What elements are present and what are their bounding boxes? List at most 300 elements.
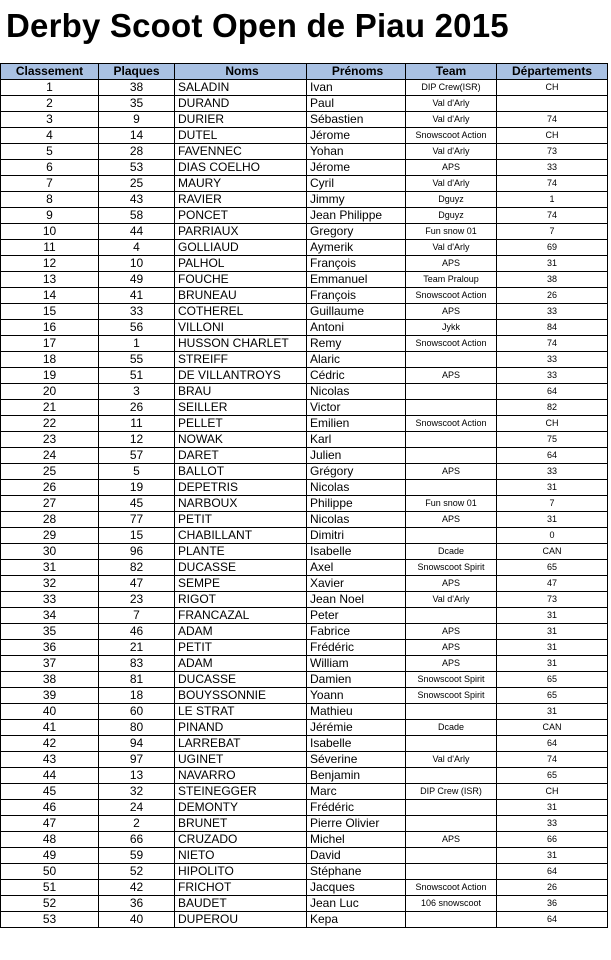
departement-cell: 38 [497,272,608,288]
table-row [1,176,608,192]
departement-cell: 33 [497,304,608,320]
table-row [1,112,608,128]
prenom-cell: Isabelle [307,544,406,560]
table-row [1,384,608,400]
nom-cell: NOWAK [175,432,307,448]
classement-cell: 31 [1,560,99,576]
team-cell: Snowscoot Action [406,336,497,352]
table-row [1,880,608,896]
team-cell: Fun snow 01 [406,496,497,512]
prenom-cell: David [307,848,406,864]
nom-cell: GOLLIAUD [175,240,307,256]
plaque-cell: 52 [99,864,175,880]
table-row [1,912,608,928]
departement-cell [497,96,608,112]
departement-cell: 84 [497,320,608,336]
nom-cell: PONCET [175,208,307,224]
departement-cell: 31 [497,624,608,640]
prenom-cell: Philippe [307,496,406,512]
prenom-cell: Damien [307,672,406,688]
table-row [1,240,608,256]
nom-cell: VILLONI [175,320,307,336]
nom-cell: BRUNEAU [175,288,307,304]
nom-cell: HIPOLITO [175,864,307,880]
classement-cell: 6 [1,160,99,176]
prenom-cell: Jean Noel [307,592,406,608]
classement-cell: 16 [1,320,99,336]
prenom-cell: Peter [307,608,406,624]
classement-cell: 8 [1,192,99,208]
prenom-cell: Nicolas [307,512,406,528]
plaque-cell: 60 [99,704,175,720]
departement-cell: 64 [497,864,608,880]
nom-cell: PALHOL [175,256,307,272]
classement-cell: 21 [1,400,99,416]
nom-cell: NIETO [175,848,307,864]
nom-cell: NARBOUX [175,496,307,512]
prenom-cell: Mathieu [307,704,406,720]
prenom-cell: Nicolas [307,480,406,496]
departement-cell: 31 [497,640,608,656]
plaque-cell: 15 [99,528,175,544]
prenom-cell: Sébastien [307,112,406,128]
team-cell: APS [406,832,497,848]
prenom-cell: Xavier [307,576,406,592]
team-cell: Fun snow 01 [406,224,497,240]
classement-cell: 40 [1,704,99,720]
classement-cell: 17 [1,336,99,352]
nom-cell: PELLET [175,416,307,432]
plaque-cell: 38 [99,80,175,96]
prenom-cell: Frédéric [307,800,406,816]
team-cell: Snowscoot Spirit [406,688,497,704]
classement-cell: 23 [1,432,99,448]
departement-cell: 31 [497,800,608,816]
prenom-cell: Nicolas [307,384,406,400]
classement-cell: 25 [1,464,99,480]
team-cell [406,768,497,784]
plaque-cell: 66 [99,832,175,848]
plaque-cell: 83 [99,656,175,672]
prenom-cell: Cédric [307,368,406,384]
header-plaques: Plaques [99,64,175,80]
team-cell: DIP Crew (ISR) [406,784,497,800]
departement-cell: 64 [497,736,608,752]
header-classement: Classement [1,64,99,80]
team-cell: APS [406,576,497,592]
classement-cell: 3 [1,112,99,128]
nom-cell: PARRIAUX [175,224,307,240]
classement-cell: 46 [1,800,99,816]
prenom-cell: Jean Luc [307,896,406,912]
plaque-cell: 51 [99,368,175,384]
plaque-cell: 24 [99,800,175,816]
plaque-cell: 80 [99,720,175,736]
departement-cell: 73 [497,144,608,160]
classement-cell: 43 [1,752,99,768]
departement-cell: 74 [497,208,608,224]
nom-cell: DUPEROU [175,912,307,928]
prenom-cell: Paul [307,96,406,112]
table-row [1,768,608,784]
prenom-cell: François [307,256,406,272]
team-cell: APS [406,160,497,176]
table-row [1,512,608,528]
table-row [1,208,608,224]
prenom-cell: Séverine [307,752,406,768]
nom-cell: STEINEGGER [175,784,307,800]
team-cell [406,432,497,448]
classement-cell: 12 [1,256,99,272]
departement-cell: 82 [497,400,608,416]
header-prenoms: Prénoms [307,64,406,80]
departement-cell: 65 [497,688,608,704]
header-row [1,64,608,80]
team-cell: Dcade [406,720,497,736]
nom-cell: PETIT [175,640,307,656]
departement-cell: CAN [497,544,608,560]
classement-cell: 39 [1,688,99,704]
plaque-cell: 59 [99,848,175,864]
plaque-cell: 35 [99,96,175,112]
plaque-cell: 47 [99,576,175,592]
prenom-cell: Axel [307,560,406,576]
prenom-cell: Julien [307,448,406,464]
table-row [1,256,608,272]
plaque-cell: 56 [99,320,175,336]
table-row [1,896,608,912]
team-cell [406,704,497,720]
departement-cell: 31 [497,656,608,672]
table-row [1,224,608,240]
prenom-cell: Antoni [307,320,406,336]
prenom-cell: Remy [307,336,406,352]
table-row [1,592,608,608]
team-cell [406,400,497,416]
plaque-cell: 23 [99,592,175,608]
team-cell: Val d'Arly [406,592,497,608]
table-row [1,544,608,560]
departement-cell: 69 [497,240,608,256]
prenom-cell: Emmanuel [307,272,406,288]
nom-cell: DEPETRIS [175,480,307,496]
plaque-cell: 1 [99,336,175,352]
team-cell [406,384,497,400]
table-row [1,816,608,832]
departement-cell: 31 [497,256,608,272]
prenom-cell: Jérome [307,128,406,144]
table-row [1,160,608,176]
prenom-cell: William [307,656,406,672]
table-row [1,368,608,384]
team-cell: Dguyz [406,192,497,208]
nom-cell: FAVENNEC [175,144,307,160]
classement-cell: 27 [1,496,99,512]
table-row [1,128,608,144]
departement-cell: 65 [497,768,608,784]
nom-cell: DURAND [175,96,307,112]
departement-cell: 66 [497,832,608,848]
classement-cell: 51 [1,880,99,896]
departement-cell: 31 [497,704,608,720]
prenom-cell: Benjamin [307,768,406,784]
team-cell: APS [406,512,497,528]
plaque-cell: 21 [99,640,175,656]
plaque-cell: 14 [99,128,175,144]
nom-cell: ADAM [175,624,307,640]
team-cell: Dcade [406,544,497,560]
plaque-cell: 58 [99,208,175,224]
prenom-cell: Aymerik [307,240,406,256]
plaque-cell: 94 [99,736,175,752]
plaque-cell: 45 [99,496,175,512]
nom-cell: RAVIER [175,192,307,208]
plaque-cell: 3 [99,384,175,400]
nom-cell: BRAU [175,384,307,400]
team-cell [406,912,497,928]
team-cell: APS [406,256,497,272]
classement-cell: 11 [1,240,99,256]
classement-cell: 45 [1,784,99,800]
departement-cell: 31 [497,512,608,528]
prenom-cell: Jean Philippe [307,208,406,224]
classement-cell: 47 [1,816,99,832]
classement-cell: 52 [1,896,99,912]
nom-cell: LE STRAT [175,704,307,720]
prenom-cell: Guillaume [307,304,406,320]
plaque-cell: 77 [99,512,175,528]
header-team: Team [406,64,497,80]
plaque-cell: 26 [99,400,175,416]
departement-cell: 73 [497,592,608,608]
classement-cell: 19 [1,368,99,384]
table-row [1,448,608,464]
team-cell [406,848,497,864]
table-row [1,464,608,480]
plaque-cell: 82 [99,560,175,576]
team-cell: APS [406,464,497,480]
classement-cell: 22 [1,416,99,432]
nom-cell: UGINET [175,752,307,768]
nom-cell: NAVARRO [175,768,307,784]
team-cell: Dguyz [406,208,497,224]
prenom-cell: Gregory [307,224,406,240]
classement-cell: 38 [1,672,99,688]
classement-cell: 32 [1,576,99,592]
nom-cell: FOUCHE [175,272,307,288]
plaque-cell: 41 [99,288,175,304]
classement-cell: 41 [1,720,99,736]
departement-cell: CAN [497,720,608,736]
nom-cell: FRICHOT [175,880,307,896]
classement-cell: 13 [1,272,99,288]
plaque-cell: 2 [99,816,175,832]
departement-cell: 7 [497,224,608,240]
classement-cell: 30 [1,544,99,560]
prenom-cell: Cyril [307,176,406,192]
departement-cell: 64 [497,448,608,464]
prenom-cell: Victor [307,400,406,416]
table-row [1,320,608,336]
prenom-cell: Dimitri [307,528,406,544]
table-row [1,736,608,752]
team-cell: APS [406,656,497,672]
departement-cell: 1 [497,192,608,208]
classement-cell: 42 [1,736,99,752]
plaque-cell: 53 [99,160,175,176]
departement-cell: 64 [497,912,608,928]
plaque-cell: 97 [99,752,175,768]
team-cell: Snowscoot Spirit [406,560,497,576]
team-cell: APS [406,624,497,640]
departement-cell: 74 [497,752,608,768]
nom-cell: DE VILLANTROYS [175,368,307,384]
team-cell: Snowscoot Action [406,880,497,896]
prenom-cell: Yoann [307,688,406,704]
table-row [1,656,608,672]
table-row [1,560,608,576]
prenom-cell: Kepa [307,912,406,928]
prenom-cell: Alaric [307,352,406,368]
prenom-cell: Michel [307,832,406,848]
nom-cell: CRUZADO [175,832,307,848]
team-cell: Jykk [406,320,497,336]
table-row [1,864,608,880]
prenom-cell: Emilien [307,416,406,432]
departement-cell: 65 [497,672,608,688]
departement-cell: 74 [497,176,608,192]
departement-cell: 74 [497,336,608,352]
nom-cell: DUCASSE [175,560,307,576]
classement-cell: 53 [1,912,99,928]
nom-cell: RIGOT [175,592,307,608]
prenom-cell: Stéphane [307,864,406,880]
nom-cell: COTHEREL [175,304,307,320]
team-cell [406,608,497,624]
prenom-cell: Yohan [307,144,406,160]
departement-cell: 7 [497,496,608,512]
classement-cell: 2 [1,96,99,112]
classement-cell: 18 [1,352,99,368]
plaque-cell: 81 [99,672,175,688]
page-title: Derby Scoot Open de Piau 2015 [6,7,509,44]
team-cell: Snowscoot Action [406,128,497,144]
departement-cell: 33 [497,352,608,368]
table-row [1,192,608,208]
table-row [1,80,608,96]
classement-cell: 5 [1,144,99,160]
nom-cell: STREIFF [175,352,307,368]
table-row [1,784,608,800]
plaque-cell: 96 [99,544,175,560]
plaque-cell: 28 [99,144,175,160]
classement-cell: 26 [1,480,99,496]
nom-cell: PLANTE [175,544,307,560]
team-cell: Val d'Arly [406,112,497,128]
departement-cell: 33 [497,816,608,832]
table-row [1,400,608,416]
table-row [1,352,608,368]
team-cell: 106 snowscoot [406,896,497,912]
nom-cell: CHABILLANT [175,528,307,544]
departement-cell: 33 [497,160,608,176]
team-cell: APS [406,640,497,656]
departement-cell: CH [497,784,608,800]
team-cell: APS [406,368,497,384]
prenom-cell: Jérémie [307,720,406,736]
nom-cell: LARREBAT [175,736,307,752]
plaque-cell: 19 [99,480,175,496]
results-body [1,80,608,928]
nom-cell: HUSSON CHARLET [175,336,307,352]
nom-cell: ADAM [175,656,307,672]
departement-cell: CH [497,416,608,432]
nom-cell: DIAS COELHO [175,160,307,176]
nom-cell: DUTEL [175,128,307,144]
results-table [0,63,608,928]
table-row [1,640,608,656]
table-row [1,496,608,512]
prenom-cell: Isabelle [307,736,406,752]
prenom-cell: Pierre Olivier [307,816,406,832]
departement-cell: 26 [497,880,608,896]
nom-cell: SALADIN [175,80,307,96]
departement-cell: 65 [497,560,608,576]
team-cell: Snowscoot Action [406,416,497,432]
departement-cell: 33 [497,464,608,480]
plaque-cell: 7 [99,608,175,624]
table-row [1,800,608,816]
plaque-cell: 10 [99,256,175,272]
table-row [1,688,608,704]
nom-cell: BRUNET [175,816,307,832]
table-row [1,752,608,768]
prenom-cell: Frédéric [307,640,406,656]
departement-cell: 75 [497,432,608,448]
departement-cell: 31 [497,848,608,864]
departement-cell: 26 [497,288,608,304]
departement-cell: CH [497,128,608,144]
classement-cell: 28 [1,512,99,528]
table-row [1,288,608,304]
nom-cell: BOUYSSONNIE [175,688,307,704]
table-row [1,848,608,864]
plaque-cell: 12 [99,432,175,448]
plaque-cell: 13 [99,768,175,784]
classement-cell: 44 [1,768,99,784]
plaque-cell: 42 [99,880,175,896]
team-cell [406,816,497,832]
plaque-cell: 25 [99,176,175,192]
table-row [1,576,608,592]
table-row [1,144,608,160]
table-row [1,416,608,432]
plaque-cell: 49 [99,272,175,288]
nom-cell: DEMONTY [175,800,307,816]
plaque-cell: 5 [99,464,175,480]
team-cell: Val d'Arly [406,752,497,768]
team-cell [406,864,497,880]
classement-cell: 36 [1,640,99,656]
header-departements: Départements [497,64,608,80]
classement-cell: 10 [1,224,99,240]
classement-cell: 33 [1,592,99,608]
prenom-cell: François [307,288,406,304]
team-cell [406,352,497,368]
table-row [1,272,608,288]
plaque-cell: 4 [99,240,175,256]
table-row [1,608,608,624]
